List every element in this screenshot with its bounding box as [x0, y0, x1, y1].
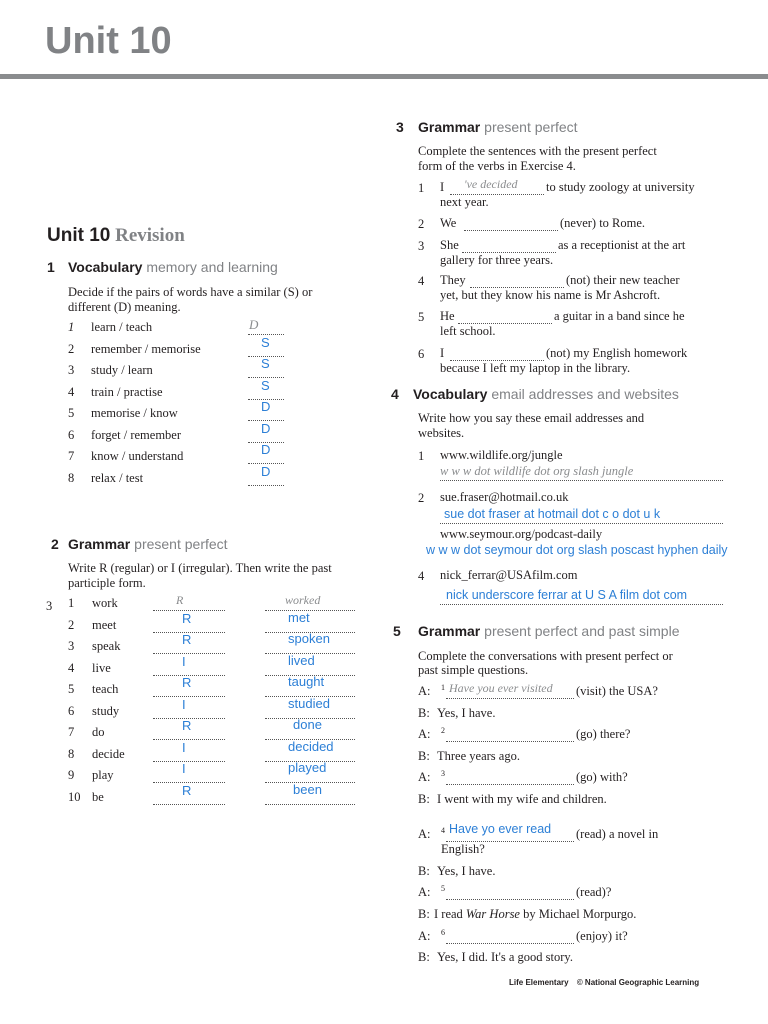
- s5-response: Three years ago.: [437, 749, 520, 763]
- s1-item-text: train / practise: [91, 385, 163, 399]
- s5-number: 5: [393, 623, 401, 639]
- s2-instruction-line1: Write R (regular) or I (irregular). Then write the past: [68, 561, 332, 575]
- s5-speaker: B:: [418, 950, 430, 964]
- s4-heading-grey: email addresses and websites: [491, 386, 679, 402]
- s1-instruction-line2: different (D) meaning.: [68, 300, 181, 314]
- s5-instruction-line2: past simple questions.: [418, 663, 529, 677]
- s4-handwritten-answer: sue dot fraser at hotmail dot c o dot u k: [444, 507, 661, 521]
- s5-speaker: A:: [418, 929, 431, 943]
- s5-speaker: B:: [418, 864, 430, 878]
- s3-example-answer: 've decided: [464, 177, 518, 191]
- s5-speaker: A:: [418, 727, 431, 741]
- s5-answer-blank[interactable]: [446, 770, 574, 785]
- s2-ri-blank[interactable]: [153, 704, 225, 719]
- s5-speaker: A:: [418, 885, 431, 899]
- s4-heading-bold: Vocabulary: [413, 386, 488, 402]
- s2-item-word: do: [92, 725, 105, 739]
- s2-margin-note: 3: [46, 599, 53, 613]
- s3-item-line2: left school.: [440, 324, 496, 338]
- s2-item-number: 10: [68, 790, 81, 804]
- s5-answer-blank[interactable]: [446, 929, 574, 944]
- s3-answer-blank[interactable]: [464, 216, 558, 231]
- s5-question-post: (visit) the USA?: [576, 684, 658, 698]
- s1-handwritten-answer: S: [261, 335, 270, 350]
- s5-answer-blank[interactable]: [446, 727, 574, 742]
- s2-heading: [68, 536, 228, 552]
- s3-answer-blank[interactable]: [470, 273, 564, 288]
- s1-item-text: learn / teach: [91, 320, 153, 334]
- s4-instruction-line2: websites.: [418, 426, 465, 440]
- s1-handwritten-answer: S: [261, 378, 270, 393]
- s3-item-number: 6: [418, 347, 425, 361]
- s2-heading-bold: Grammar: [68, 536, 131, 552]
- s3-item-pre: I: [440, 180, 445, 194]
- s3-item-pre: He: [440, 309, 455, 323]
- s2-ri-blank[interactable]: [153, 661, 225, 676]
- s5-response-book-title: War Horse: [465, 907, 520, 921]
- s1-item-number: 8: [68, 471, 75, 485]
- s2-handwritten-participle: met: [288, 610, 310, 625]
- s5-heading-grey: present perfect and past simple: [484, 623, 680, 639]
- s2-item-number: 7: [68, 725, 75, 739]
- s3-item-line2: next year.: [440, 195, 489, 209]
- s5-response: [434, 907, 636, 922]
- s1-handwritten-answer: D: [261, 464, 271, 479]
- s5-question-post: (go) there?: [576, 727, 631, 741]
- s5-heading: [418, 623, 680, 639]
- s4-instruction-line1: Write how you say these email addresses and: [418, 411, 645, 425]
- revision-title: [47, 225, 185, 247]
- s5-heading-bold: Grammar: [418, 623, 481, 639]
- s3-answer-blank[interactable]: [462, 238, 556, 253]
- s2-example-participle: worked: [285, 593, 321, 607]
- s5-superscript: 1: [441, 683, 445, 692]
- s3-item-line2: gallery for three years.: [440, 253, 554, 267]
- s4-item-number: 1: [418, 449, 425, 463]
- s5-superscript: 5: [441, 884, 445, 893]
- s5-question-post: (read) a novel in: [576, 827, 659, 841]
- s5-speaker: B:: [418, 792, 430, 806]
- s4-item-text: www.seymour.org/podcast-daily: [440, 527, 603, 541]
- s2-handwritten-participle: spoken: [288, 631, 330, 646]
- s5-question-post: (enjoy) it?: [576, 929, 628, 943]
- s3-heading-grey: present perfect: [484, 119, 578, 135]
- s5-response: I went with my wife and children.: [437, 792, 607, 806]
- s5-speaker: A:: [418, 770, 431, 784]
- s3-item-pre: She: [440, 238, 459, 252]
- s2-item-word: teach: [92, 682, 119, 696]
- s3-item-pre: I: [440, 346, 445, 360]
- s5-speaker: B:: [418, 749, 430, 763]
- s3-item-line2: yet, but they know his name is Mr Ashcroft.: [440, 288, 661, 302]
- s1-item-number: 1: [68, 320, 75, 334]
- s2-handwritten-ri: R: [182, 611, 192, 626]
- s1-item-text: know / understand: [91, 449, 184, 463]
- s5-speaker: A:: [418, 684, 431, 698]
- page-title: Unit 10: [45, 20, 172, 62]
- s1-handwritten-answer: D: [261, 442, 271, 457]
- s4-heading: [413, 386, 679, 402]
- s3-number: 3: [396, 119, 404, 135]
- s2-handwritten-ri: R: [182, 675, 192, 690]
- s2-ri-blank[interactable]: [153, 596, 225, 611]
- s3-item-number: 1: [418, 181, 425, 195]
- s3-item-number: 3: [418, 239, 425, 253]
- footer-book: Life Elementary: [509, 978, 569, 987]
- s5-superscript: 3: [441, 769, 445, 778]
- s5-handwritten-answer: Have yo ever read: [449, 822, 552, 836]
- s4-item-number: 4: [418, 569, 425, 583]
- s1-handwritten-answer: S: [261, 356, 270, 371]
- s2-item-number: 5: [68, 682, 75, 696]
- s2-instruction-line2: participle form.: [68, 576, 146, 590]
- s3-item-pre: We: [440, 216, 457, 230]
- s2-handwritten-participle: taught: [288, 674, 325, 689]
- s3-item-number: 4: [418, 274, 425, 288]
- s1-handwritten-answer: D: [261, 421, 271, 436]
- s3-instruction-line1: Complete the sentences with the present perfect: [418, 144, 657, 158]
- s2-item-word: study: [92, 704, 120, 718]
- s5-response: Yes, I did. It's a good story.: [437, 950, 573, 964]
- s3-item-post: to study zoology at university: [546, 180, 695, 194]
- s2-item-number: 1: [68, 596, 75, 610]
- s5-superscript: 4: [441, 826, 445, 835]
- s1-item-text: memorise / know: [91, 406, 178, 420]
- s3-heading-bold: Grammar: [418, 119, 481, 135]
- s5-speaker: B:: [418, 706, 430, 720]
- s5-question-line2: English?: [441, 842, 485, 856]
- s2-heading-grey: present perfect: [134, 536, 228, 552]
- s4-item-text: nick_ferrar@USAfilm.com: [440, 568, 578, 582]
- s3-answer-blank[interactable]: [458, 309, 552, 324]
- s2-handwritten-participle: done: [293, 717, 322, 732]
- s4-item-number: 2: [418, 491, 425, 505]
- s5-superscript: 2: [441, 726, 445, 735]
- s5-response: Yes, I have.: [437, 706, 496, 720]
- s2-item-word: work: [92, 596, 118, 610]
- s2-item-number: 9: [68, 768, 75, 782]
- s2-item-word: live: [92, 661, 111, 675]
- s5-speaker: B:: [418, 907, 430, 921]
- s2-handwritten-ri: R: [182, 632, 192, 647]
- s5-response-tail: by Michael Morpurgo.: [519, 907, 637, 921]
- s2-handwritten-participle: studied: [288, 696, 330, 711]
- s2-handwritten-ri: I: [182, 654, 186, 669]
- s1-instruction-line1: Decide if the pairs of words have a similar (S) or: [68, 285, 313, 299]
- s2-handwritten-ri: I: [182, 697, 186, 712]
- s2-item-word: be: [92, 790, 104, 804]
- s3-item-post: as a receptionist at the art: [558, 238, 686, 252]
- s1-item-number: 4: [68, 385, 75, 399]
- s4-number: 4: [391, 386, 399, 402]
- s3-item-number: 5: [418, 310, 425, 324]
- s2-ri-blank[interactable]: [153, 747, 225, 762]
- s3-item-post: a guitar in a band since he: [554, 309, 685, 323]
- s3-item-post: (not) my English homework: [546, 346, 688, 360]
- s2-handwritten-participle: lived: [288, 653, 315, 668]
- s2-handwritten-participle: played: [288, 760, 327, 775]
- s1-item-number: 6: [68, 428, 75, 442]
- s5-question-post: (read)?: [576, 885, 612, 899]
- s2-handwritten-participle: been: [293, 782, 322, 797]
- header-divider: [0, 74, 768, 79]
- s5-superscript: 6: [441, 928, 445, 937]
- s5-question-post: (go) with?: [576, 770, 628, 784]
- revision-unit: Unit 10: [47, 225, 111, 246]
- s5-answer-blank[interactable]: [446, 885, 574, 900]
- s2-item-word: decide: [92, 747, 125, 761]
- s2-item-number: 3: [68, 639, 75, 653]
- s2-handwritten-ri: R: [182, 783, 192, 798]
- s4-handwritten-answer: w w w dot seymour dot org slash poscast hyphen daily: [426, 543, 728, 557]
- s3-heading: [418, 119, 578, 135]
- s1-item-text: study / learn: [91, 363, 153, 377]
- s1-heading-grey: memory and learning: [146, 259, 278, 275]
- s2-handwritten-ri: I: [182, 761, 186, 776]
- s4-handwritten-answer: nick underscore ferrar at U S A film dot com: [446, 588, 688, 602]
- s4-item-text: sue.fraser@hotmail.co.uk: [440, 490, 569, 504]
- s2-item-number: 2: [68, 618, 75, 632]
- footer: [509, 978, 699, 987]
- s1-item-text: relax / test: [91, 471, 144, 485]
- revision-label: Revision: [115, 225, 185, 246]
- s2-item-word: play: [92, 768, 114, 782]
- s1-handwritten-answer: D: [261, 399, 271, 414]
- s3-item-number: 2: [418, 217, 425, 231]
- s2-item-word: meet: [92, 618, 117, 632]
- s5-response-pre: I read: [434, 907, 466, 921]
- s2-ri-blank[interactable]: [153, 768, 225, 783]
- s3-item-post: (never) to Rome.: [560, 216, 646, 230]
- s2-item-number: 4: [68, 661, 75, 675]
- s2-handwritten-ri: I: [182, 740, 186, 755]
- s1-item-number: 7: [68, 449, 75, 463]
- s3-item-post: (not) their new teacher: [566, 273, 680, 287]
- s2-item-word: speak: [92, 639, 121, 653]
- s1-item-number: 2: [68, 342, 75, 356]
- s1-heading: [68, 259, 278, 275]
- s3-item-pre: They: [440, 273, 466, 287]
- s1-example-answer: D: [249, 317, 259, 332]
- s1-item-number: 3: [68, 363, 75, 377]
- s2-handwritten-participle: decided: [288, 739, 334, 754]
- s3-instruction-line2: form of the verbs in Exercise 4.: [418, 159, 576, 173]
- s5-example-answer: Have you ever visited: [449, 681, 553, 695]
- s5-response: Yes, I have.: [437, 864, 496, 878]
- s3-answer-blank[interactable]: [450, 346, 544, 361]
- s4-item-text: www.wildlife.org/jungle: [440, 448, 563, 462]
- s2-example-ri: R: [176, 593, 184, 607]
- s5-speaker: A:: [418, 827, 431, 841]
- s1-item-text: forget / remember: [91, 428, 182, 442]
- footer-copyright: © National Geographic Learning: [576, 978, 700, 987]
- s2-handwritten-ri: R: [182, 718, 192, 733]
- s5-instruction-line1: Complete the conversations with present perfect or: [418, 649, 673, 663]
- s2-item-number: 8: [68, 747, 75, 761]
- s1-number: 1: [47, 259, 55, 275]
- s2-number: 2: [51, 536, 59, 552]
- s1-heading-bold: Vocabulary: [68, 259, 143, 275]
- s1-item-number: 5: [68, 406, 75, 420]
- s3-item-line2: because I left my laptop in the library.: [440, 361, 631, 375]
- s2-item-number: 6: [68, 704, 75, 718]
- s1-item-text: remember / memorise: [91, 342, 201, 356]
- s4-example-answer: w w w dot wildlife dot org slash jungle: [440, 464, 634, 478]
